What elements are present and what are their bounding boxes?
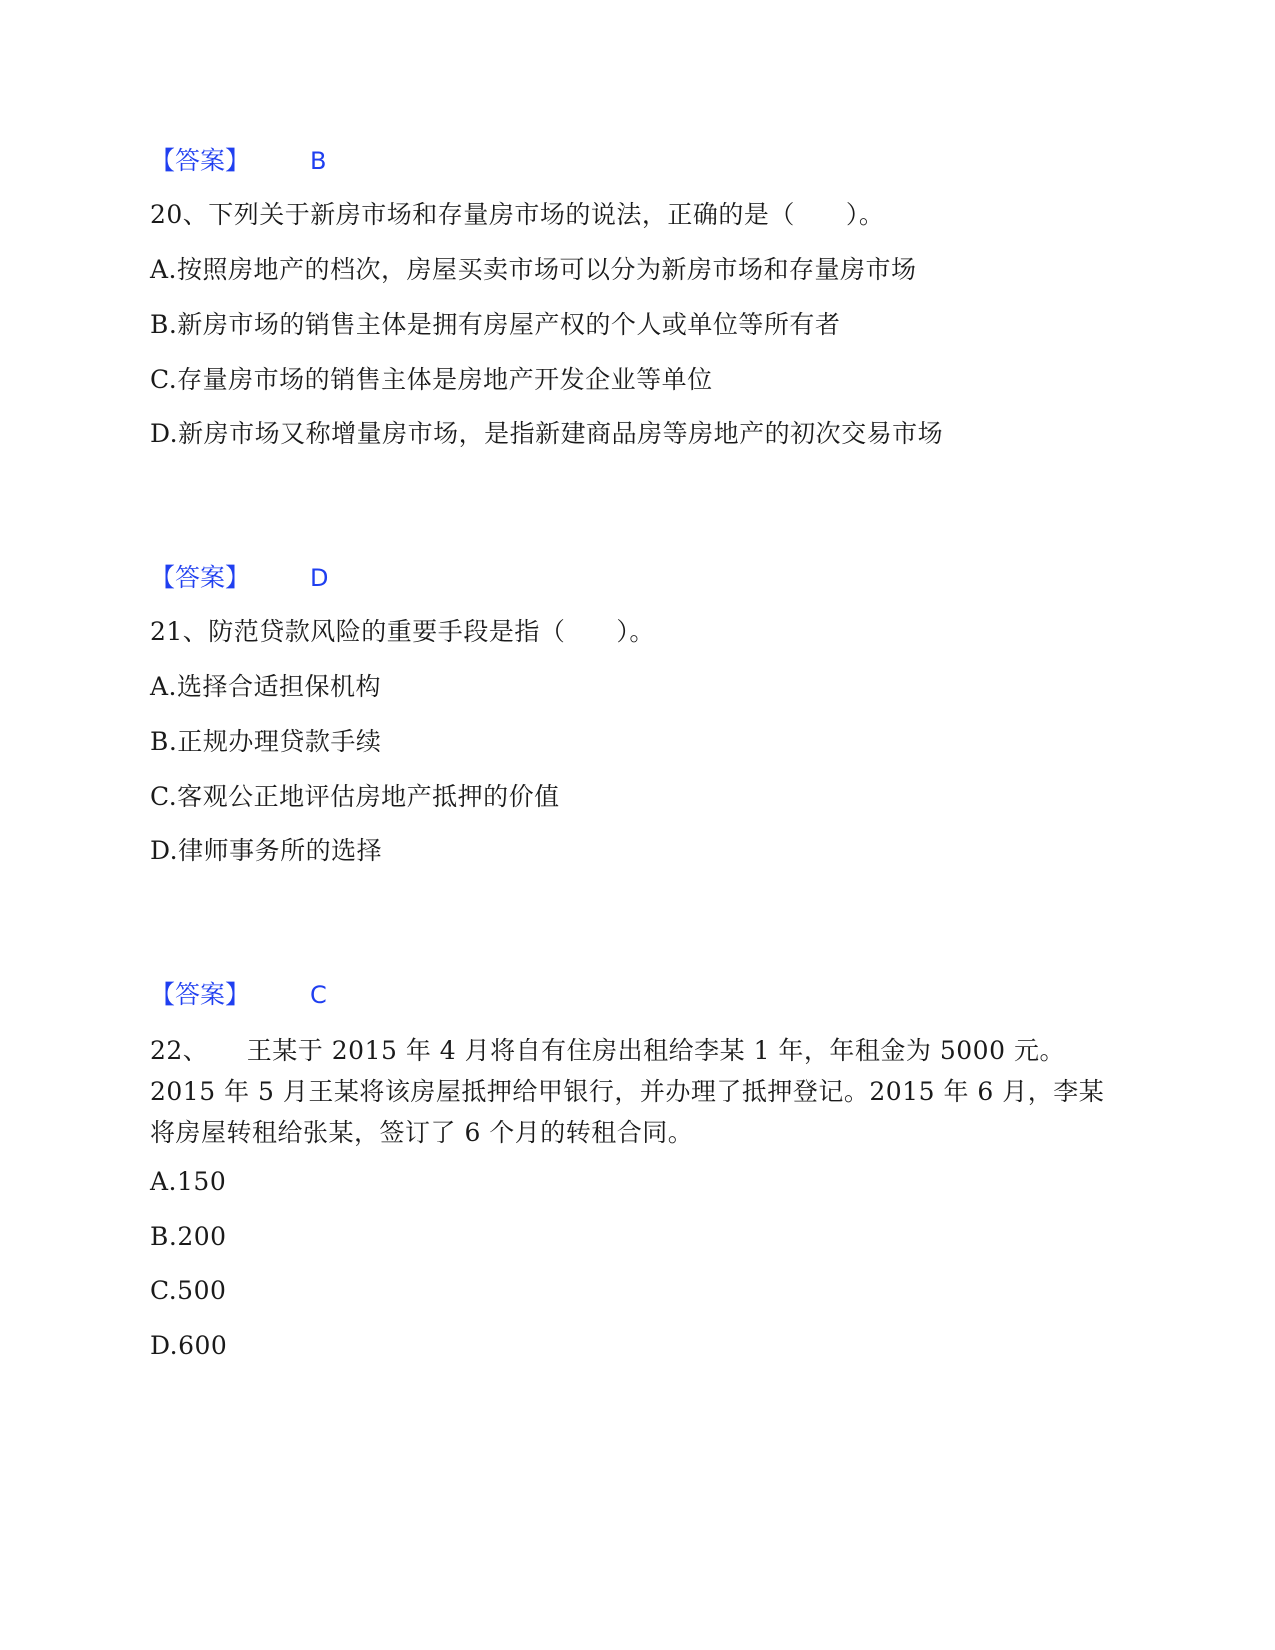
question-22-option-a: A.150 — [150, 1167, 227, 1196]
question-21-option-d: D.律师事务所的选择 — [150, 836, 383, 865]
question-20-option-d: D.新房市场又称增量房市场，是指新建商品房等房地产的初次交易市场 — [150, 419, 944, 448]
question-20-option-c: C.存量房市场的销售主体是房地产开发企业等单位 — [150, 365, 713, 394]
answer-label: 【答案】 — [150, 146, 251, 175]
answer-row — [150, 980, 327, 1010]
answer-value: D — [310, 564, 329, 592]
question-21-option-a: A.选择合适担保机构 — [150, 672, 382, 701]
question-21-option-b: B.正规办理贷款手续 — [150, 727, 382, 756]
question-20-option-b: B.新房市场的销售主体是拥有房屋产权的个人或单位等所有者 — [150, 310, 841, 339]
question-22-option-d: D.600 — [150, 1331, 228, 1360]
answer-value: C — [310, 981, 327, 1009]
answer-row — [150, 146, 326, 176]
question-21-text: 21、防范贷款风险的重要手段是指（ ）。 — [150, 617, 655, 646]
question-22-text: 22、 王某于 2015 年 4 月将自有住房出租给李某 1 年，年租金为 5000 元。2015 年 5 月王某将该房屋抵押给甲银行，并办理了抵押登记。2015 年 6 月，李某将房屋转租给张某，签订了 6 个月的转租合同。 — [150, 1036, 1105, 1147]
question-20-text: 20、下列关于新房市场和存量房市场的说法，正确的是（ ）。 — [150, 200, 885, 229]
answer-label: 【答案】 — [150, 980, 251, 1009]
answer-value: B — [310, 147, 327, 175]
question-22-option-c: C.500 — [150, 1276, 227, 1305]
answer-label: 【答案】 — [150, 563, 251, 592]
answer-row — [150, 563, 328, 593]
question-20-option-a: A.按照房地产的档次，房屋买卖市场可以分为新房市场和存量房市场 — [150, 255, 917, 284]
question-21-option-c: C.客观公正地评估房地产抵押的价值 — [150, 782, 560, 811]
question-22-option-b: B.200 — [150, 1222, 227, 1251]
